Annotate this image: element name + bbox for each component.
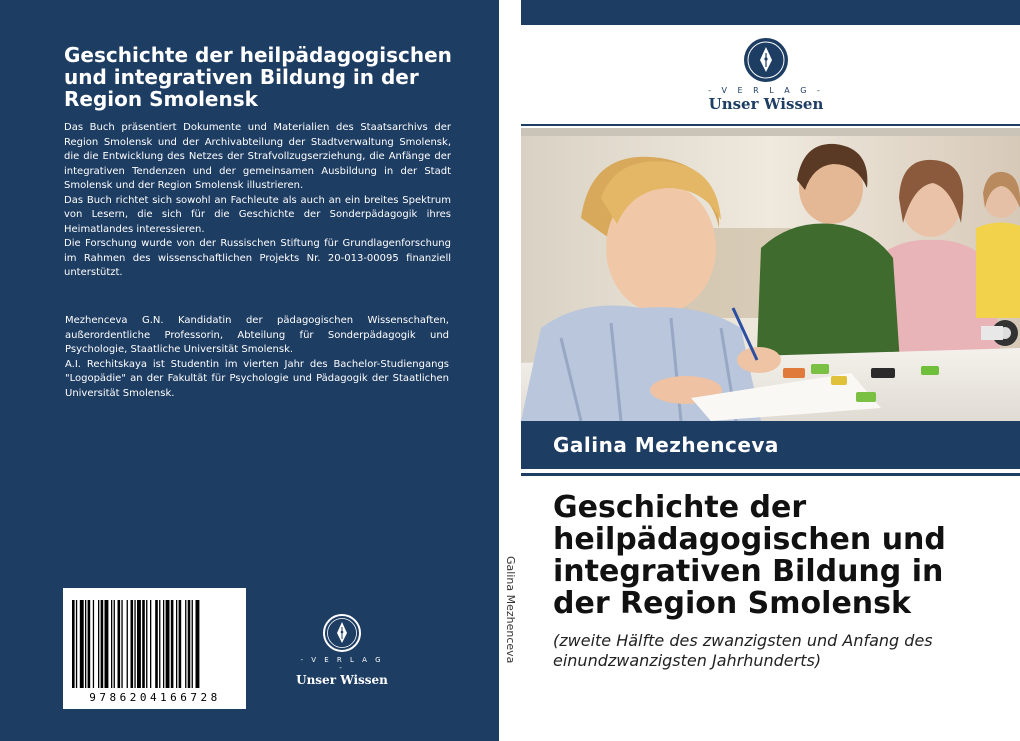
bio-paragraph: A.I. Rechitskaya ist Studentin im vierten Jahr des Bachelor-Studiengangs "Logopädie" an der Fakultät für Psychologie und Pädagogik der Staatlichen Universität Smolensk. bbox=[65, 358, 449, 399]
description-paragraph: Das Buch präsentiert Dokumente und Materialien des Staatsarchivs der Region Smolensk und der Archivabteilung der Stadtverwaltung Smolensk, die die Entwicklung des Netzes der Strafvollzugserziehung, die Anfänge der integrativen Tendenzen und der gemeinsamen Ausbildung in der Stadt Smolensk und der Region Smolensk illustrieren. bbox=[64, 122, 451, 191]
spine-author: Galina Mezhenceva bbox=[504, 556, 517, 664]
description-paragraph: Das Buch richtet sich sowohl an Fachleute als auch an ein breites Spektrum von Lesern, die sich für die Geschichte der Sonderpädagogik ihres Heimatlandes interessieren. bbox=[64, 194, 451, 235]
pen-nib-emblem-icon bbox=[322, 613, 362, 653]
divider-rule bbox=[521, 473, 1020, 476]
back-publisher-logo bbox=[296, 613, 388, 687]
barcode-bars bbox=[72, 600, 237, 688]
front-author-name: Galina Mezhenceva bbox=[553, 433, 779, 457]
children-drawing-illustration bbox=[521, 128, 1020, 421]
divider-rule bbox=[521, 124, 1020, 126]
description-paragraph: Die Forschung wurde von der Russischen Stiftung für Grundlagenforschung im Rahmen des wissenschaftlichen Projekts Nr. 20-013-00095 finanziell unterstützt. bbox=[64, 238, 451, 278]
publisher-name: Unser Wissen bbox=[708, 95, 824, 113]
pen-nib-emblem-icon bbox=[742, 36, 790, 84]
author-band bbox=[521, 421, 1020, 469]
front-cover-subtitle: (zweite Hälfte des zwanzigsten und Anfang des einundzwanzigsten Jahrhunderts) bbox=[553, 631, 933, 670]
front-cover-title: Geschichte der heilpädagogischen und integrativen Bildung in der Region Smolensk bbox=[553, 490, 946, 621]
bio-paragraph: Mezhenceva G.N. Kandidatin der pädagogischen Wissenschaften, außerordentliche Professorin, Abteilung für Sonderpädagogik und Psychologie, Staatliche Universität Smolensk. bbox=[65, 315, 449, 355]
verlag-label: - V E R L A G - bbox=[708, 86, 824, 95]
front-publisher-logo bbox=[705, 36, 827, 113]
cover-photo bbox=[521, 128, 1020, 421]
back-cover-title: Geschichte der heilpädagogischen und integrativen Bildung in der Region Smolensk bbox=[64, 43, 452, 111]
verlag-label: - V E R L A G - bbox=[300, 656, 384, 672]
back-cover bbox=[0, 0, 499, 741]
isbn-digits: 9786204166728 bbox=[89, 691, 221, 704]
front-top-bar bbox=[521, 0, 1020, 25]
publisher-name: Unser Wissen bbox=[296, 673, 388, 687]
author-bio bbox=[65, 314, 449, 401]
isbn-barcode bbox=[63, 588, 246, 709]
back-cover-description bbox=[64, 121, 451, 281]
